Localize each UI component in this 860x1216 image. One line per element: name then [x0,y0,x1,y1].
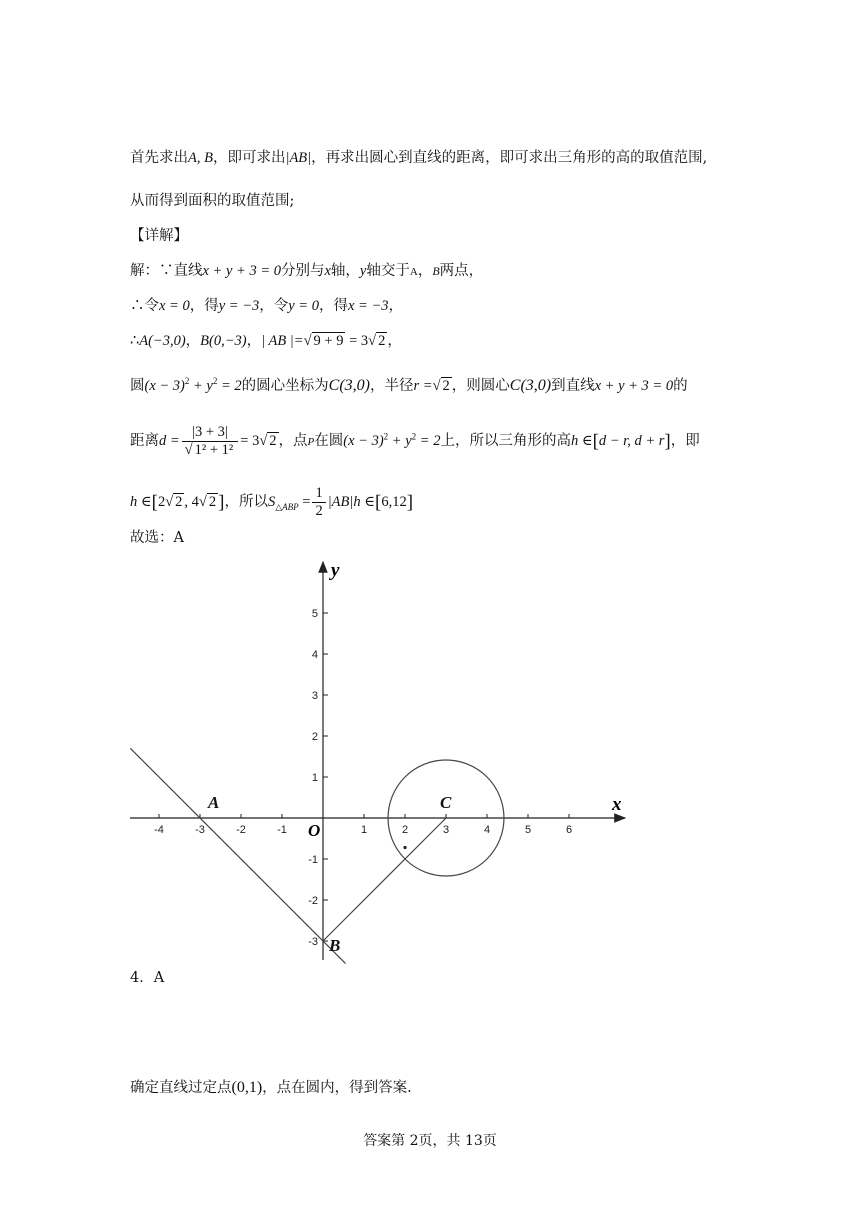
y-tick-label: 5 [311,608,318,620]
text-fragment: ，即可求出 [212,150,286,166]
math-interval: , 4 [184,494,199,511]
fraction-denominator: √ 1² + 1² [184,441,234,458]
math-point-B: B(0,−3) [200,333,247,349]
text-fragment: 从而得到面积的取值范围; [130,193,295,209]
math-B: B [432,264,440,278]
fraction-numerator: |3 + 3| [182,424,239,442]
text-fragment: 首先求出 [130,150,188,166]
math-radicand: 9 + 9 [313,333,344,349]
text-fragment: 确定直线过定点 [130,1080,232,1096]
text-line-6: ∴A(−3,0)，B(0,−3)，| AB |=√ 9 + 9 = 3√ 2 ， [130,333,402,349]
text-fragment: ，再求出圆心到直线的距离，即可求出三角形的高的取值范围, [311,150,708,166]
math-radicand: 2 [208,494,217,511]
math-point-C: C(3,0) [328,377,370,394]
x-tick-label: 3 [442,824,450,836]
math-radicand: 2 [378,333,386,349]
x-tick-label: 4 [483,824,491,836]
math-line-equation: x + y + 3 = 0 [594,378,674,394]
math-circle-eq: = 2 [416,433,441,450]
origin-label: O [308,821,321,840]
y-tick-label: 2 [311,731,318,743]
y-tick-label: -1 [308,854,318,866]
math-y: y [359,263,367,279]
x-tick-label: 5 [524,824,532,836]
y-tick-label: 1 [311,772,318,784]
math-interval: d − r, d + r [598,433,665,450]
fraction-numerator: 1 [312,485,325,503]
y-axis-label: y [331,560,340,581]
math-radicand: 1² + 1² [194,441,234,458]
text-fragment: ， [387,333,402,349]
text-line-9: h ∈[2√ 2 , 4√ 2 ]，所以$S_{\triangle ABP}$ = $\frac{1}{2}$ |AB|h ∈[6,12] [130,485,414,519]
text-fragment: ，半径 [370,378,414,394]
x-tick-label: -4 [154,824,164,836]
math-eq: y = −3 [218,298,260,314]
text-fragment: ，点 [278,433,308,450]
math-abs-AB: | AB |= [261,333,304,349]
math-h: h ∈ [130,494,152,511]
text-fragment: 在圆 [314,433,344,450]
math-point-C: C(3,0) [509,377,552,394]
page-number-text: 答案第 2页，共 13页 [363,1133,497,1149]
math-circle-eq: (x − 3) [144,378,185,394]
text-fragment: ∴令 [130,298,159,314]
text-fragment: ，令 [259,298,289,314]
math-subscript: △ABP [275,502,299,513]
text-fragment: 距离 [130,433,159,450]
text-fragment: ∴ [130,333,140,349]
answer-4-text: 4．A [130,970,165,986]
x-axis-label: x [612,794,622,815]
math-eq: = 3 [240,433,260,450]
x-tick-label: 2 [401,824,409,836]
math-fixed-point: (0,1) [231,1079,263,1096]
math-eq: y = 0 [288,298,319,314]
text-fragment: 解：∵直线 [130,263,203,279]
text-fragment: ，则圆心 [451,378,510,394]
fraction-denominator: 2 [315,502,323,519]
math-area-expr: |AB|h ∈ [327,494,375,511]
text-fragment: 轴交于 [366,263,410,279]
math-S: S [267,494,276,511]
text-fragment: ，得 [189,298,219,314]
y-tick-label: 3 [311,690,318,702]
text-fragment: 圆 [130,378,145,394]
math-abs-AB: |AB| [285,150,312,166]
math-eq: = 3 [345,333,369,349]
x-tick-label: 1 [360,824,368,836]
math-circle-eq: (x − 3) [343,433,384,450]
math-eq: x = −3 [347,298,389,314]
text-fragment: 轴， [330,263,360,279]
math-circle-eq: + y [388,433,412,450]
y-tick-label: -3 [308,936,318,948]
text-line-7: 圆$(x - 3)^2 + y^2 = 2$的圆心坐标为C(3,0)，半径r =√ 2 ，则圆心C(3,0)到直线x + y + 3 = 0的 [130,376,688,394]
text-fragment: ， [388,298,403,314]
math-eq: = [298,494,311,511]
text-line-8: 距离d = $\frac{|3 + 3|}{\text{√ 1² + 1²}}$ = 3√ 2 ，点P在圆$(x - 3)^2 + y^2 = 2$上，所以三角形的高h ∈[d − r, d + r]，即 [130,424,700,458]
math-circle-eq: + y [189,378,213,394]
text-fragment: ，所以 [224,494,268,511]
text-fragment: 的圆心坐标为 [241,378,329,394]
point-label-A: A [208,793,220,812]
math-eq: x = 0 [159,298,190,314]
math-circle-eq: = 2 [217,378,242,394]
text-fragment: ， [417,263,433,279]
y-tick-label: 4 [311,649,318,661]
text-fragment: 两点， [439,263,484,279]
text-line-explanation-4 [130,1078,412,1097]
answer-choice: 故选：A [130,530,184,546]
x-tick-label: 6 [565,824,573,836]
math-radicand: 2 [175,494,183,511]
x-tick-label: -2 [236,824,246,836]
text-fragment: ，点在圆内，得到答案. [262,1080,412,1096]
math-radicand: 2 [269,433,277,450]
answer-4 [130,970,164,987]
text-fragment: 到直线 [551,378,595,394]
text-fragment: ，即 [670,433,700,450]
text-fragment: 的 [673,378,688,394]
math-line-equation: x + y + 3 = 0 [202,263,281,279]
math-AB: A, B [188,150,213,166]
text-fragment: ， [185,333,201,349]
math-interval: 2 [157,494,166,511]
y-tick-label: -2 [308,895,318,907]
point-label-B: B [329,936,341,955]
x-tick-label: -3 [195,824,205,836]
math-radius: r = [413,378,433,394]
math-interval: 6,12 [381,494,407,511]
math-radicand: 2 [442,378,450,394]
math-x: x [324,263,331,279]
point-label-C: C [440,793,452,812]
text-fragment: 上，所以三角形的高 [440,433,571,450]
math-point-A: A(−3,0) [139,333,186,349]
text-fragment: 分别与 [280,263,325,279]
math-A: A [409,266,418,278]
math-distance: d = [159,433,180,450]
math-h: h ∈ [570,433,593,450]
math-P: P [307,436,315,449]
page-footer [0,1130,860,1150]
heading-text: 【详解】 [130,228,188,244]
point-P-dot [403,846,406,849]
text-fragment: ， [246,333,262,349]
x-tick-label: -1 [277,824,287,836]
segment-B-to-P [323,818,446,941]
text-fragment: ，得 [318,298,348,314]
